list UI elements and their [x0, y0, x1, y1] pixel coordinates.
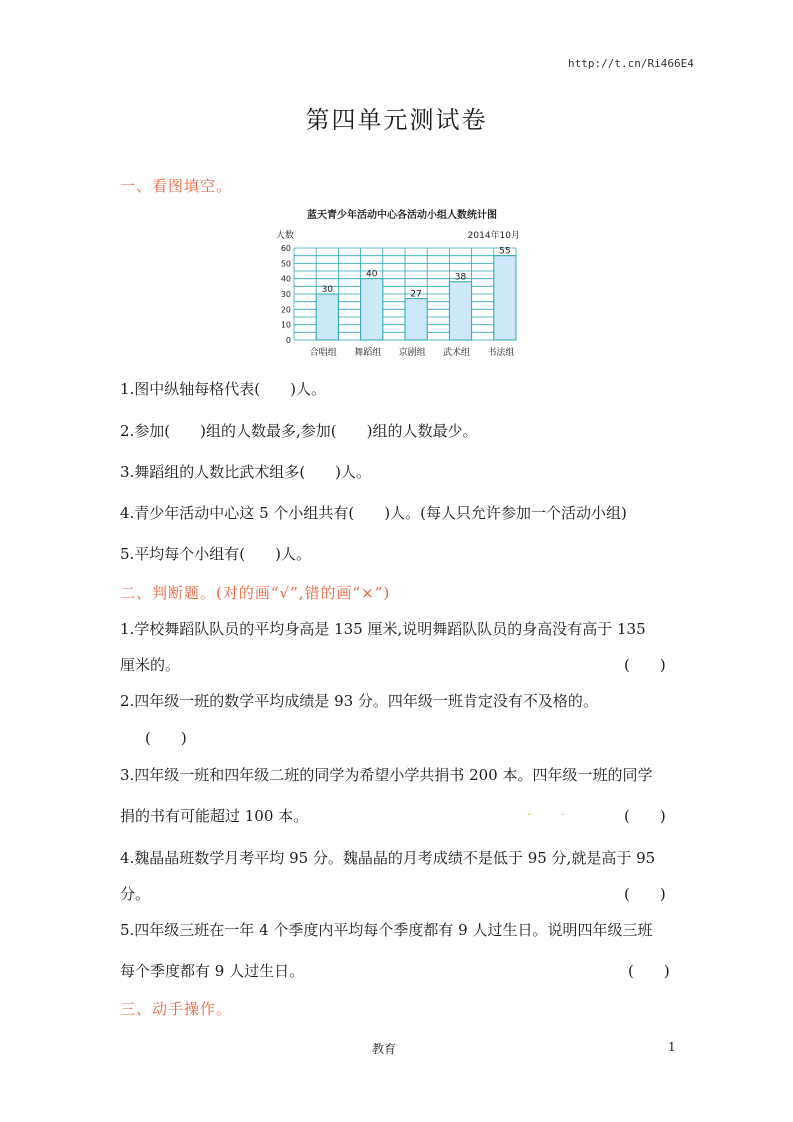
s2-answer-5[interactable]: ( ) [628, 962, 670, 980]
category-label: 舞蹈组 [354, 348, 382, 358]
value-label: 40 [365, 269, 378, 280]
category-label: 武术组 [442, 348, 471, 358]
s2-answer-1[interactable]: ( ) [624, 656, 666, 674]
s2-question-4-line1: 4.魏晶晶班数学月考平均 95 分。魏晶晶的月考成绩不是低于 95 分,就是高于 95 [120, 849, 656, 867]
s2-question-2-line1: 2.四年级一班的数学平均成绩是 93 分。四年级一班肯定没有不及格的。 [120, 692, 598, 710]
y-tick-label: 10 [280, 320, 291, 330]
s2-question-3-line1: 3.四年级一班和四年级二班的同学为希望小学共捐书 200 本。四年级一班的同学 [120, 766, 653, 784]
stray-marks: . . [527, 807, 579, 818]
y-tick-label: 60 [280, 244, 291, 253]
y-tick-label: 20 [280, 305, 291, 315]
s2-question-1-line1: 1.学校舞蹈队队员的平均身高是 135 厘米,说明舞蹈队队员的身高没有高于 135 [120, 620, 646, 638]
s1-question-4: 4.青少年活动中心这 5 个小组共有( )人。(每人只允许参加一个活动小组) [120, 504, 627, 522]
category-label: 合唱组 [309, 348, 337, 358]
chart-y-ticks [281, 244, 291, 345]
bar-chart [272, 205, 532, 365]
s1-question-3: 3.舞蹈组的人数比武术组多( )人。 [120, 463, 372, 481]
bar-2 [405, 299, 427, 340]
header-url: http://t.cn/Ri466E4 [568, 57, 694, 70]
chart-value-labels [322, 247, 511, 300]
s2-answer-2[interactable]: ( ) [145, 729, 187, 747]
category-label: 书法组 [487, 348, 515, 358]
y-tick-label: 0 [285, 336, 291, 345]
bar-1 [361, 279, 383, 340]
chart-title: 蓝天青少年活动中心各活动小组人数统计图 [307, 210, 497, 221]
value-label: 27 [410, 289, 422, 300]
section-1-heading: 一、看图填空。 [120, 177, 233, 195]
s2-answer-4[interactable]: ( ) [624, 885, 666, 903]
footer-label: 教育 [372, 1042, 397, 1056]
y-tick-label: 40 [280, 274, 291, 284]
bar-0 [316, 294, 338, 340]
s2-question-4-line2: 分。 [120, 885, 151, 903]
page-number: 1 [668, 1040, 676, 1054]
page-title: 第四单元测试卷 [305, 106, 488, 134]
value-label: 30 [321, 285, 334, 295]
category-label: 京剧组 [398, 348, 426, 358]
bar-3 [449, 282, 471, 340]
section-2-heading: 二、判断题。(对的画“√”,错的画“×”) [120, 584, 391, 602]
chart-date: 2014年10月 [467, 231, 520, 241]
s2-question-3-line2: 捐的书有可能超过 100 本。 [120, 807, 309, 825]
section-3-heading: 三、动手操作。 [120, 1000, 233, 1018]
y-tick-label: 50 [280, 259, 291, 269]
s1-question-2: 2.参加( )组的人数最多,参加( )组的人数最少。 [120, 422, 478, 440]
s2-answer-3[interactable]: ( ) [624, 807, 666, 825]
s1-question-5: 5.平均每个小组有( )人。 [120, 545, 312, 563]
s2-question-5-line1: 5.四年级三班在一年 4 个季度内平均每个季度都有 9 人过生日。说明四年级三班 [120, 921, 653, 939]
s2-question-1-line2: 厘米的。 [120, 656, 181, 674]
y-tick-label: 30 [280, 290, 291, 299]
value-label: 55 [499, 246, 511, 257]
s2-question-5-line2: 每个季度都有 9 人过生日。 [120, 962, 305, 980]
bar-4 [494, 256, 516, 340]
chart-category-labels [310, 346, 515, 358]
chart-ylabel: 人数 [276, 231, 295, 241]
value-label: 38 [454, 272, 467, 283]
s1-question-1: 1.图中纵轴每格代表( )人。 [120, 380, 327, 398]
